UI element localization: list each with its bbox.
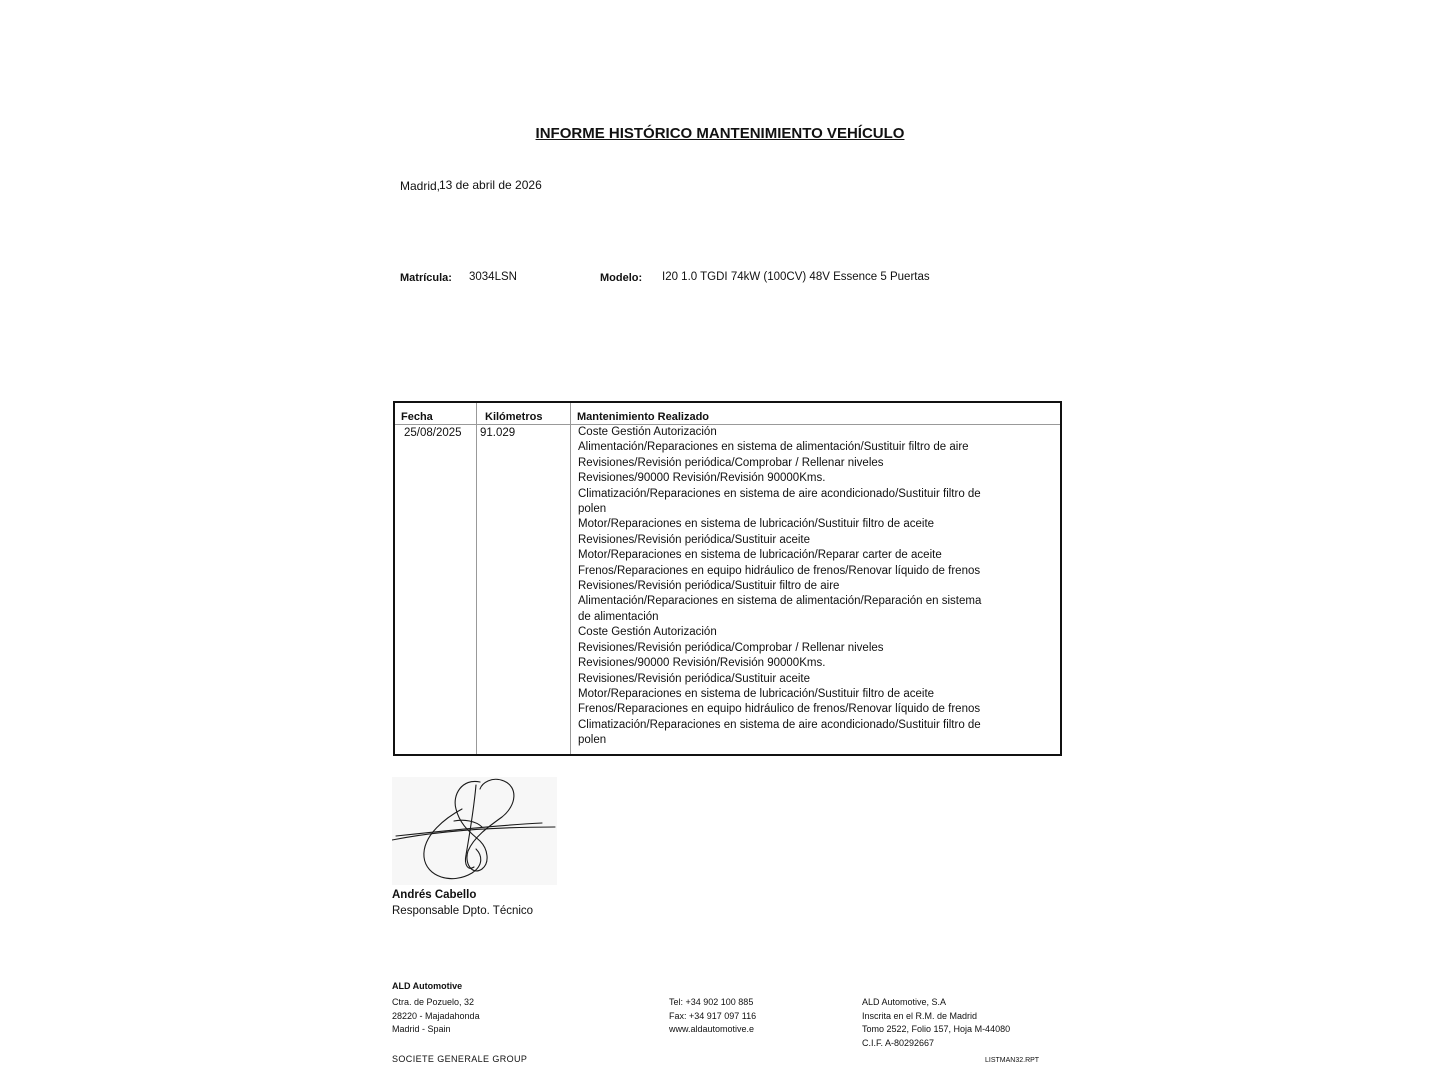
- header-kilometros: Kilómetros: [477, 402, 571, 425]
- maintenance-item: Revisiones/90000 Revisión/Revisión 90000Kms.: [578, 657, 826, 670]
- footer-legal-line: Inscrita en el R.M. de Madrid: [862, 1010, 978, 1021]
- maintenance-item: Revisiones/Revisión periódica/Sustituir aceite: [578, 672, 811, 685]
- maintenance-item: Revisiones/Revisión periódica/Comprobar / Rellenar niveles: [578, 641, 884, 654]
- header-fecha: Fecha: [394, 402, 477, 425]
- maintenance-item: Revisiones/Revisión periódica/Comprobar / Rellenar niveles: [578, 456, 884, 469]
- footer-address-line: Madrid - Spain: [392, 1024, 451, 1034]
- model-label: Modelo:: [600, 272, 643, 284]
- header-mantenimiento: Mantenimiento Realizado: [571, 402, 1062, 425]
- footer-fax: Fax: +34 917 097 116: [669, 1010, 757, 1021]
- cell-fecha: 25/08/2025: [404, 427, 462, 439]
- signer-role: Responsable Dpto. Técnico: [392, 905, 534, 917]
- maintenance-item: Climatización/Reparaciones en sistema de aire acondicionado/Sustituir filtro de polen: [578, 487, 981, 516]
- plate-label: Matrícula:: [400, 272, 452, 284]
- maintenance-item: Motor/Reparaciones en sistema de lubricación/Sustituir filtro de aceite: [578, 687, 935, 700]
- maintenance-item: Alimentación/Reparaciones en sistema de alimentación/Sustituir filtro de aire: [578, 441, 969, 454]
- maintenance-item: Frenos/Reparaciones en equipo hidráulico de frenos/Renovar líquido de frenos: [578, 564, 981, 577]
- maintenance-item: Frenos/Reparaciones en equipo hidráulico de frenos/Renovar líquido de frenos: [578, 703, 981, 716]
- document-place: Madrid,: [400, 179, 441, 193]
- signature-scribble: [392, 777, 557, 885]
- maintenance-list: [571, 425, 988, 749]
- footer-phone: Tel: +34 902 100 885: [669, 997, 754, 1007]
- maintenance-item: Motor/Reparaciones en sistema de lubricación/Sustituir filtro de aceite: [578, 518, 935, 531]
- footer-legal-line: ALD Automotive, S.A: [862, 997, 947, 1007]
- cell-mantenimiento: [571, 425, 1062, 756]
- report-code: LISTMAN32.RPT: [985, 1057, 1040, 1064]
- maintenance-item: Climatización/Reparaciones en sistema de aire acondicionado/Sustituir filtro de polen: [578, 718, 981, 747]
- plate-value: 3034LSN: [469, 271, 517, 283]
- footer-company: ALD Automotive: [392, 981, 463, 991]
- maintenance-table: [393, 401, 1062, 756]
- footer-legal: [862, 996, 1010, 1050]
- footer-legal-line: Tomo 2522, Folio 157, Hoja M-44080: [862, 1024, 1011, 1034]
- model-value: I20 1.0 TGDI 74kW (100CV) 48V Essence 5 Puertas: [662, 271, 930, 283]
- table-header-row: [394, 402, 1061, 425]
- footer-address-line: 28220 - Majadahonda: [392, 1010, 480, 1021]
- maintenance-item: Revisiones/Revisión periódica/Sustituir filtro de aire: [578, 580, 840, 593]
- maintenance-item: Revisiones/Revisión periódica/Sustituir aceite: [578, 533, 811, 546]
- maintenance-item: Coste Gestión Autorización: [578, 426, 717, 438]
- document-date: 13 de abril de 2026: [439, 178, 542, 192]
- cell-kilometros: 91.029: [477, 425, 571, 756]
- footer-website: www.aldautomotive.e: [669, 1024, 755, 1034]
- maintenance-item: Coste Gestión Autorización: [578, 626, 717, 639]
- maintenance-item: Motor/Reparaciones en sistema de lubricación/Reparar carter de aceite: [578, 549, 942, 562]
- footer-contact: [669, 996, 756, 1037]
- footer-group-name: SOCIETE GENERALE GROUP: [392, 1054, 528, 1064]
- footer-legal-line: C.I.F. A-80292667: [862, 1037, 935, 1048]
- footer-address: [392, 996, 480, 1037]
- maintenance-item: Alimentación/Reparaciones en sistema de alimentación/Reparación en sistema de alimentación: [578, 595, 982, 623]
- document-title: INFORME HISTÓRICO MANTENIMIENTO VEHÍCULO: [535, 125, 905, 142]
- footer-address-line: Ctra. de Pozuelo, 32: [392, 997, 475, 1007]
- signature-image: [392, 777, 557, 885]
- signer-name: Andrés Cabello: [392, 889, 477, 901]
- maintenance-item: Revisiones/90000 Revisión/Revisión 90000Kms.: [578, 472, 826, 485]
- table-row: [394, 425, 1061, 756]
